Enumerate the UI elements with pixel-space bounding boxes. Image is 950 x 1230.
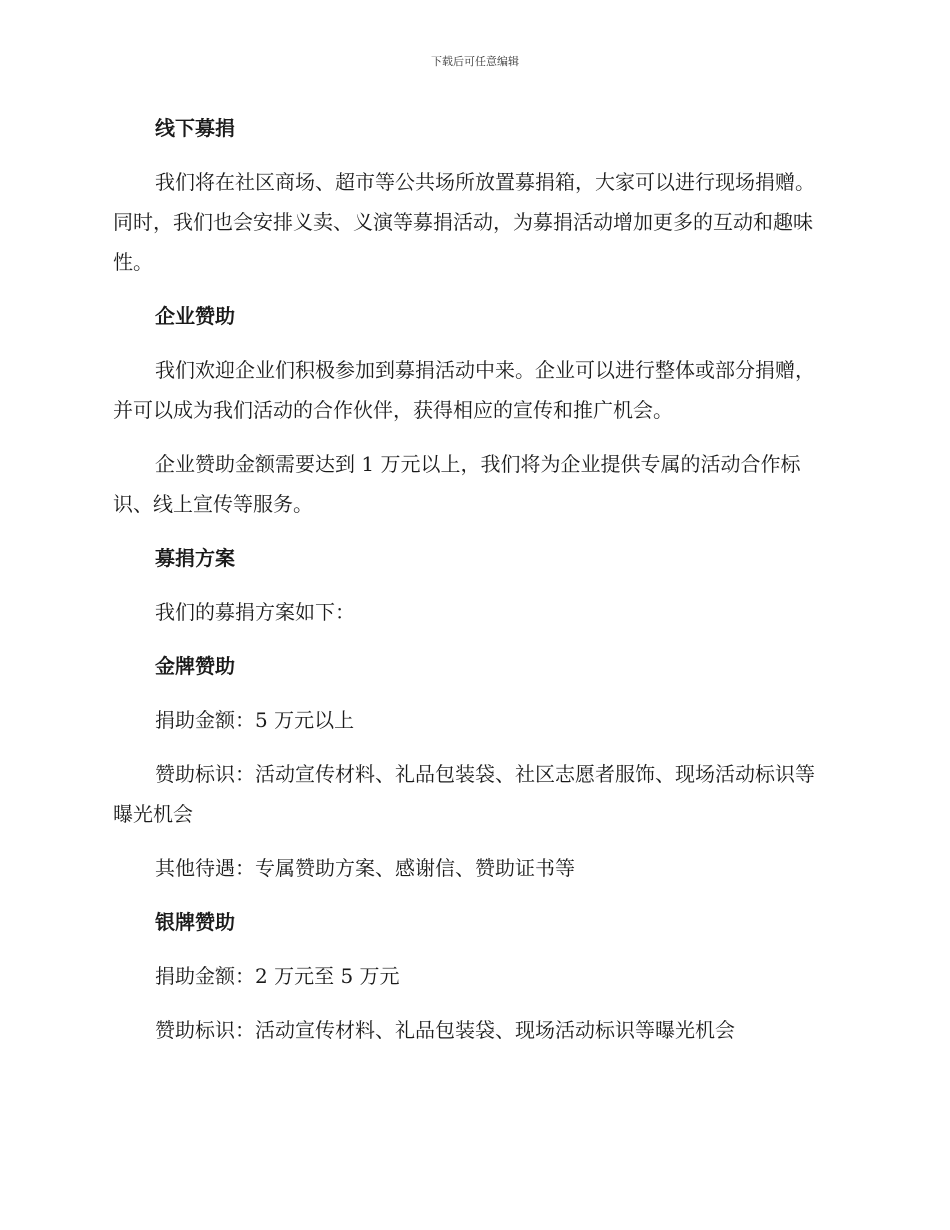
heading-offline-donation: 线下募捐 bbox=[155, 116, 235, 140]
gold-sponsor-logo-exposure: 赞助标识：活动宣传材料、礼品包装袋、社区志愿者服饰、现场活动标识等曝光机会 bbox=[113, 762, 815, 826]
paragraph-corporate-amount: 企业赞助金额需要达到 1 万元以上，我们将为企业提供专属的活动合作标识、线上宣传等服务。 bbox=[113, 452, 801, 516]
silver-sponsor-logo-exposure: 赞助标识：活动宣传材料、礼品包装袋、现场活动标识等曝光机会 bbox=[155, 1018, 735, 1042]
paragraph-offline-donation: 我们将在社区商场、超市等公共场所放置募捐箱，大家可以进行现场捐赠。同时，我们也会安排义卖、义演等募捐活动，为募捐活动增加更多的互动和趣味性。 bbox=[113, 170, 815, 274]
heading-corporate-sponsorship: 企业赞助 bbox=[155, 304, 235, 328]
heading-silver-sponsorship: 银牌赞助 bbox=[155, 910, 235, 934]
page-header-note: 下载后可任意编辑 bbox=[431, 55, 519, 68]
gold-other-benefits: 其他待遇：专属赞助方案、感谢信、赞助证书等 bbox=[155, 856, 575, 880]
gold-donation-amount: 捐助金额：5 万元以上 bbox=[155, 708, 355, 732]
silver-donation-amount: 捐助金额：2 万元至 5 万元 bbox=[155, 964, 400, 988]
heading-donation-plan: 募捐方案 bbox=[155, 546, 235, 570]
document-body bbox=[113, 108, 833, 1064]
paragraph-corporate-welcome: 我们欢迎企业们积极参加到募捐活动中来。企业可以进行整体或部分捐赠，并可以成为我们活动的合作伙伴，获得相应的宣传和推广机会。 bbox=[113, 358, 815, 422]
heading-gold-sponsorship: 金牌赞助 bbox=[155, 654, 235, 678]
paragraph-plan-intro: 我们的募捐方案如下： bbox=[155, 600, 355, 624]
